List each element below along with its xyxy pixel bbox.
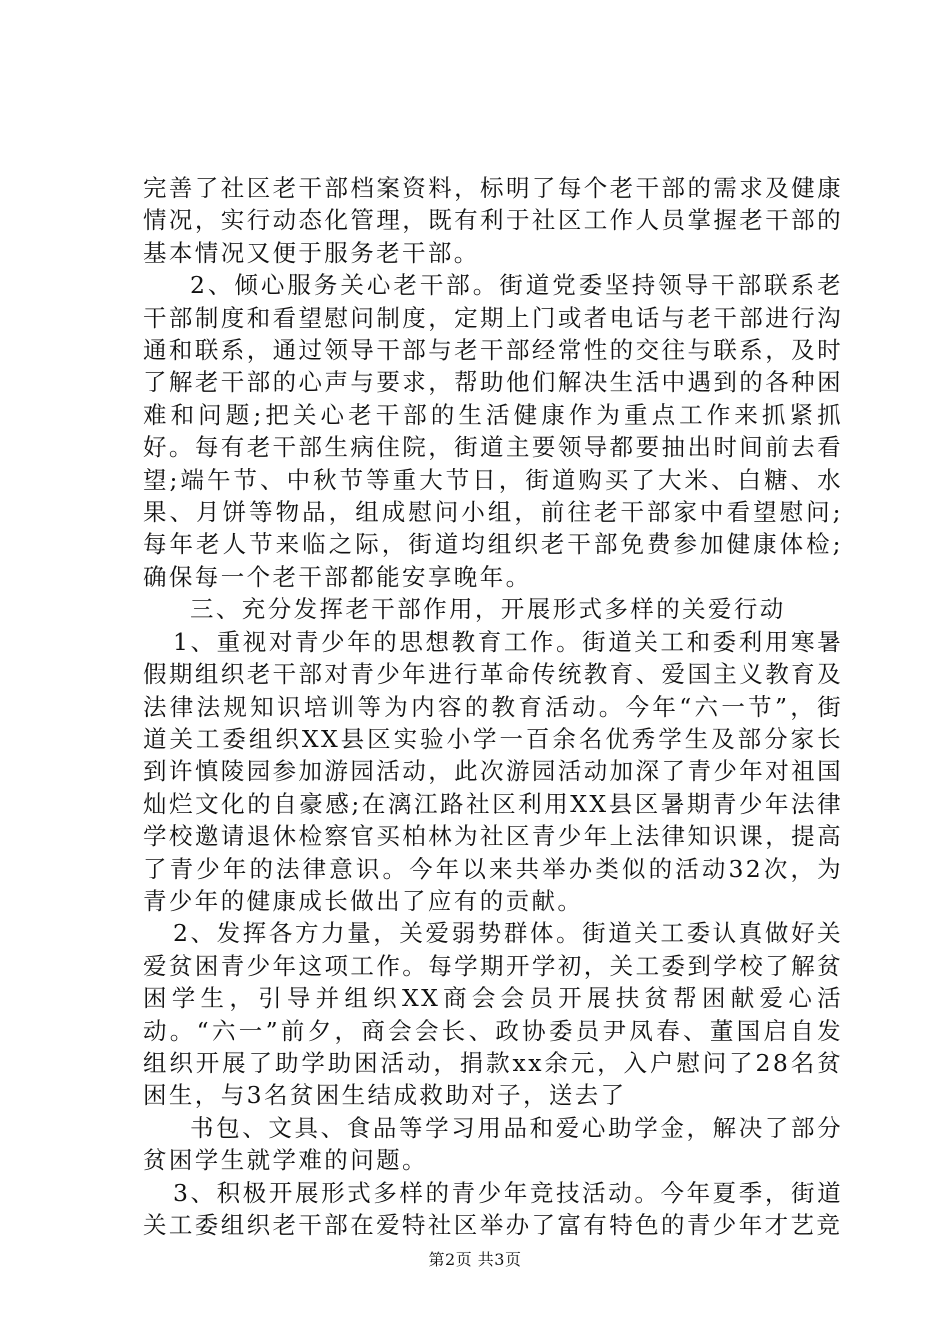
paragraph-2: 2、倾心服务关心老干部。街道党委坚持领导干部联系老干部制度和看望慰问制度，定期上门或者电话与老干部进行沟通和联系，通过领导干部与老干部经常性的交往与联系，及时了解老干部的心声与要求，帮助他们解决生活中遇到的各种困难和问题;把关心老干部的生活健康作为重点工作来抓紧抓好。每有老干部生病住院，街道主要领导都要抽出时间前去看望;端午节、中秋节等重大节日，街道购买了大米、白糖、水果、月饼等物品，组成慰问小组，前往老干部家中看望慰问;每年老人节来临之际，街道均组织老干部免费参加健康体检;确保每一个老干部都能安享晚年。 <box>143 271 843 591</box>
paragraph-6: 书包、文具、食品等学习用品和爱心助学金，解决了部分贫困学生就学难的问题。 <box>143 1113 843 1175</box>
section-heading-3: 三、充分发挥老干部作用，开展形式多样的关爱行动 <box>190 595 786 624</box>
paragraph-7: 3、积极开展形式多样的青少年竞技活动。今年夏季，街道关工委组织老干部在爱特社区举办了富有特色的青少年才艺竞 <box>143 1178 843 1239</box>
paragraph-1: 完善了社区老干部档案资料，标明了每个老干部的需求及健康情况，实行动态化管理，既有利于社区工作人员掌握老干部的基本情况又便于服务老干部。 <box>143 174 843 267</box>
page-number-footer: 第2页 共3页 <box>428 1250 522 1269</box>
paragraph-4: 1、重视对青少年的思想教育工作。街道关工和委利用寒暑假期组织老干部对青少年进行革命传统教育、爱国主义教育及法律法规知识培训等为内容的教育活动。今年“六一节”，街道关工委组织XX县区实验小学一百余名优秀学生及部分家长到许慎陵园参加游园活动，此次游园活动加深了青少年对祖国灿烂文化的自豪感;在漓江路社区利用XX县区暑期青少年法律学校邀请退休检察官买柏林为社区青少年上法律知识课，提高了青少年的法律意识。今年以来共举办类似的活动32次，为青少年的健康成长做出了应有的贡献。 <box>143 627 843 915</box>
document-body <box>143 172 843 1241</box>
paragraph-5: 2、发挥各方力量，关爱弱势群体。街道关工委认真做好关爱贫困青少年这项工作。每学期开学初，关工委到学校了解贫困学生，引导并组织XX商会会员开展扶贫帮困献爱心活动。“六一”前夕，商会会长、政协委员尹凤春、董国启自发组织开展了助学助困活动，捐款xx余元，入户慰问了28名贫困生，与3名贫困生结成救助对子，送去了 <box>143 919 843 1110</box>
